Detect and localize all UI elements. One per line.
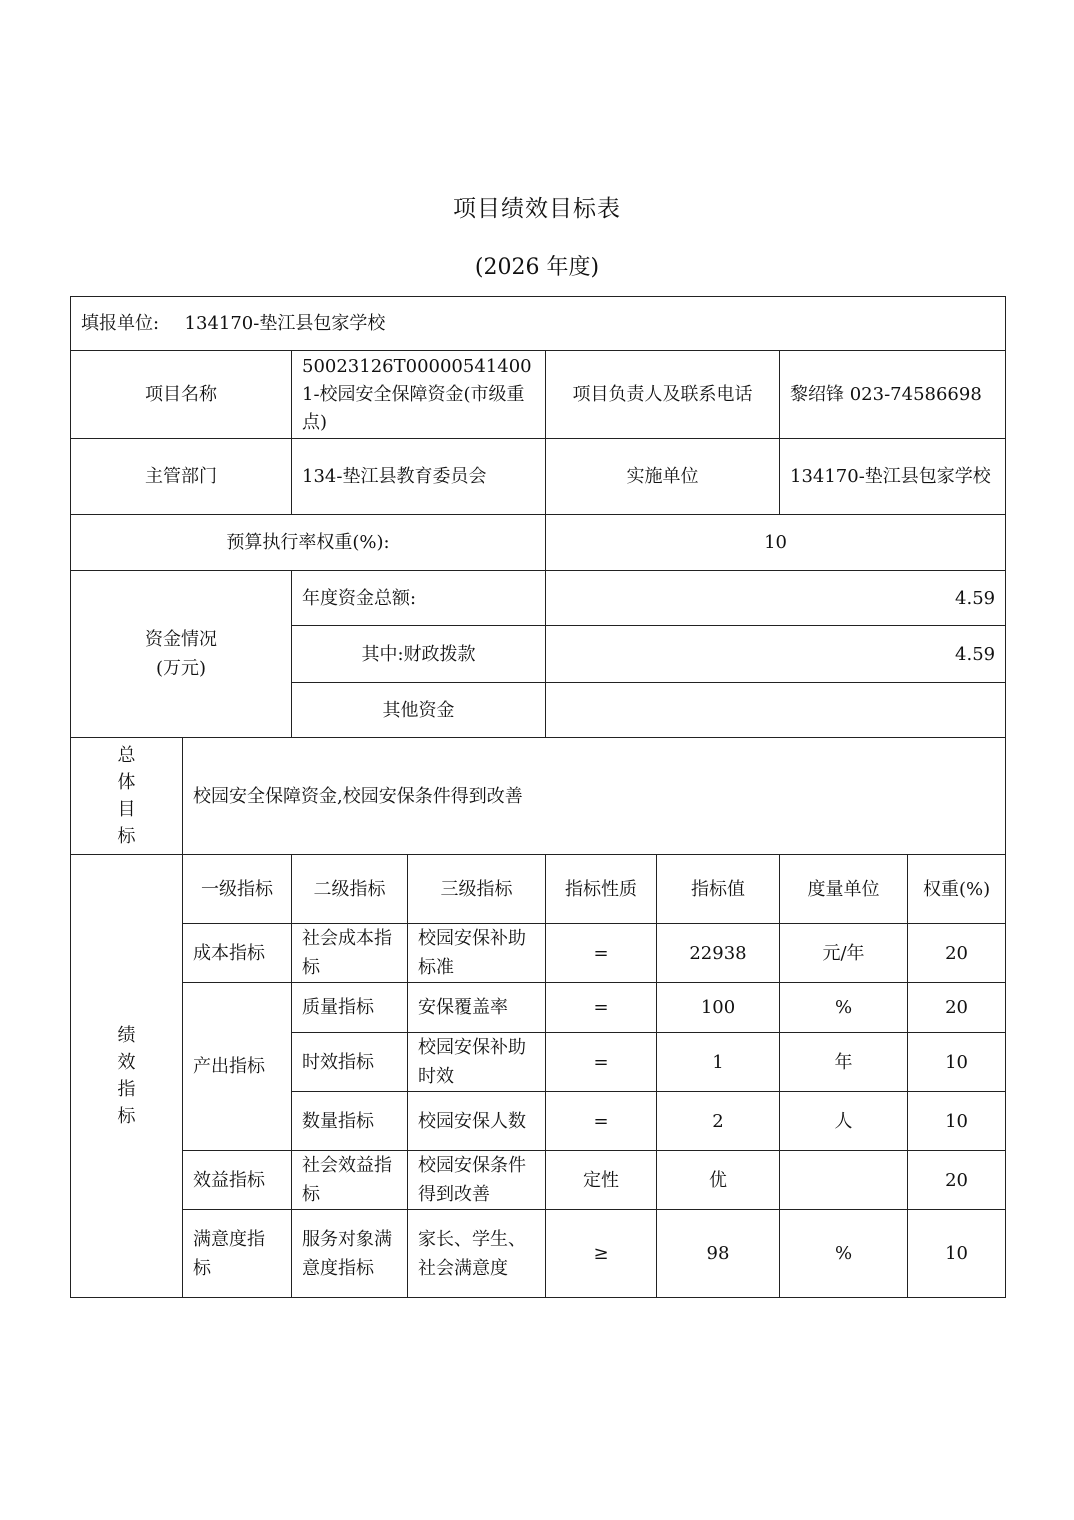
overall-goal-label [71, 738, 183, 855]
indicators-label [71, 855, 183, 1298]
funds-label [71, 571, 292, 738]
budget-rate-label: 预算执行率权重(%): [71, 515, 546, 571]
table-row [71, 924, 1006, 983]
level3-cell: 家长、学生、社会满意度 [408, 1210, 546, 1298]
performance-goal-table [70, 296, 1006, 1298]
table-row [71, 983, 1006, 1033]
nature-cell: 定性 [546, 1151, 657, 1210]
weight-cell: 20 [908, 924, 1006, 983]
indicators-label-char: 绩 [117, 1025, 136, 1046]
filing-unit-row [71, 297, 1006, 351]
impl-unit-label: 实施单位 [546, 439, 780, 515]
header-nature: 指标性质 [546, 855, 657, 924]
level2-cell: 社会成本指标 [292, 924, 408, 983]
weight-cell: 10 [908, 1210, 1006, 1298]
impl-unit-value: 134170-垫江县包家学校 [780, 439, 1006, 515]
indicators-label-char: 标 [117, 1106, 136, 1127]
filing-unit-label: 填报单位: [81, 313, 160, 334]
header-value: 指标值 [657, 855, 780, 924]
header-level1: 一级指标 [183, 855, 292, 924]
dept-value: 134-垫江县教育委员会 [292, 439, 546, 515]
page-title: 项目绩效目标表 [453, 196, 621, 222]
project-name-value: 50023126T000005414001-校园安全保障资金(市级重点) [292, 351, 546, 439]
header-unit: 度量单位 [780, 855, 908, 924]
unit-cell: 元/年 [780, 924, 908, 983]
leader-label: 项目负责人及联系电话 [546, 351, 780, 439]
level1-cell: 产出指标 [183, 983, 292, 1151]
table-row [71, 1151, 1006, 1210]
level2-cell: 数量指标 [292, 1092, 408, 1151]
dept-label: 主管部门 [71, 439, 292, 515]
value-cell: 98 [657, 1210, 780, 1298]
other-funds-label: 其他资金 [292, 683, 546, 738]
level2-cell: 社会效益指标 [292, 1151, 408, 1210]
header-weight: 权重(%) [908, 855, 1006, 924]
level3-cell: 校园安保人数 [408, 1092, 546, 1151]
header-level2: 二级指标 [292, 855, 408, 924]
nature-cell: = [546, 1092, 657, 1151]
level3-cell: 校园安保条件得到改善 [408, 1151, 546, 1210]
year-subtitle: (2026 年度) [474, 255, 600, 280]
weight-cell: 20 [908, 1151, 1006, 1210]
funds-label-line1: 资金情况 [145, 629, 217, 650]
goal-label-char: 总 [117, 745, 136, 766]
nature-cell: ≥ [546, 1210, 657, 1298]
project-name-label: 项目名称 [71, 351, 292, 439]
indicators-label-char: 指 [117, 1079, 136, 1100]
header-level3: 三级指标 [408, 855, 546, 924]
nature-cell: = [546, 924, 657, 983]
level1-cell: 满意度指标 [183, 1210, 292, 1298]
unit-cell: 人 [780, 1092, 908, 1151]
value-cell: 1 [657, 1033, 780, 1092]
indicators-label-char: 效 [117, 1052, 136, 1073]
level3-cell: 安保覆盖率 [408, 983, 546, 1033]
annual-total-label: 年度资金总额: [292, 571, 546, 626]
fiscal-value: 4.59 [546, 626, 1006, 683]
nature-cell: = [546, 1033, 657, 1092]
level2-cell: 服务对象满意度指标 [292, 1210, 408, 1298]
weight-cell: 10 [908, 1092, 1006, 1151]
goal-label-char: 目 [117, 799, 136, 820]
value-cell: 100 [657, 983, 780, 1033]
level1-cell: 效益指标 [183, 1151, 292, 1210]
level3-cell: 校园安保补助时效 [408, 1033, 546, 1092]
fiscal-label: 其中:财政拨款 [292, 626, 546, 683]
table-row [71, 1210, 1006, 1298]
unit-cell [780, 1151, 908, 1210]
level1-cell: 成本指标 [183, 924, 292, 983]
budget-rate-value: 10 [546, 515, 1006, 571]
funds-label-line2: (万元) [155, 658, 207, 679]
unit-cell: % [780, 983, 908, 1033]
unit-cell: 年 [780, 1033, 908, 1092]
value-cell: 2 [657, 1092, 780, 1151]
goal-label-char: 体 [117, 772, 136, 793]
leader-value: 黎绍锋 023-74586698 [780, 351, 1006, 439]
value-cell: 优 [657, 1151, 780, 1210]
unit-cell: % [780, 1210, 908, 1298]
other-funds-value [546, 683, 1006, 738]
annual-total-value: 4.59 [546, 571, 1006, 626]
filing-unit-value: 134170-垫江县包家学校 [184, 313, 386, 334]
level2-cell: 时效指标 [292, 1033, 408, 1092]
value-cell: 22938 [657, 924, 780, 983]
weight-cell: 20 [908, 983, 1006, 1033]
overall-goal-value: 校园安全保障资金,校园安保条件得到改善 [183, 738, 1006, 855]
level2-cell: 质量指标 [292, 983, 408, 1033]
weight-cell: 10 [908, 1033, 1006, 1092]
level3-cell: 校园安保补助标准 [408, 924, 546, 983]
nature-cell: = [546, 983, 657, 1033]
goal-label-char: 标 [117, 826, 136, 847]
